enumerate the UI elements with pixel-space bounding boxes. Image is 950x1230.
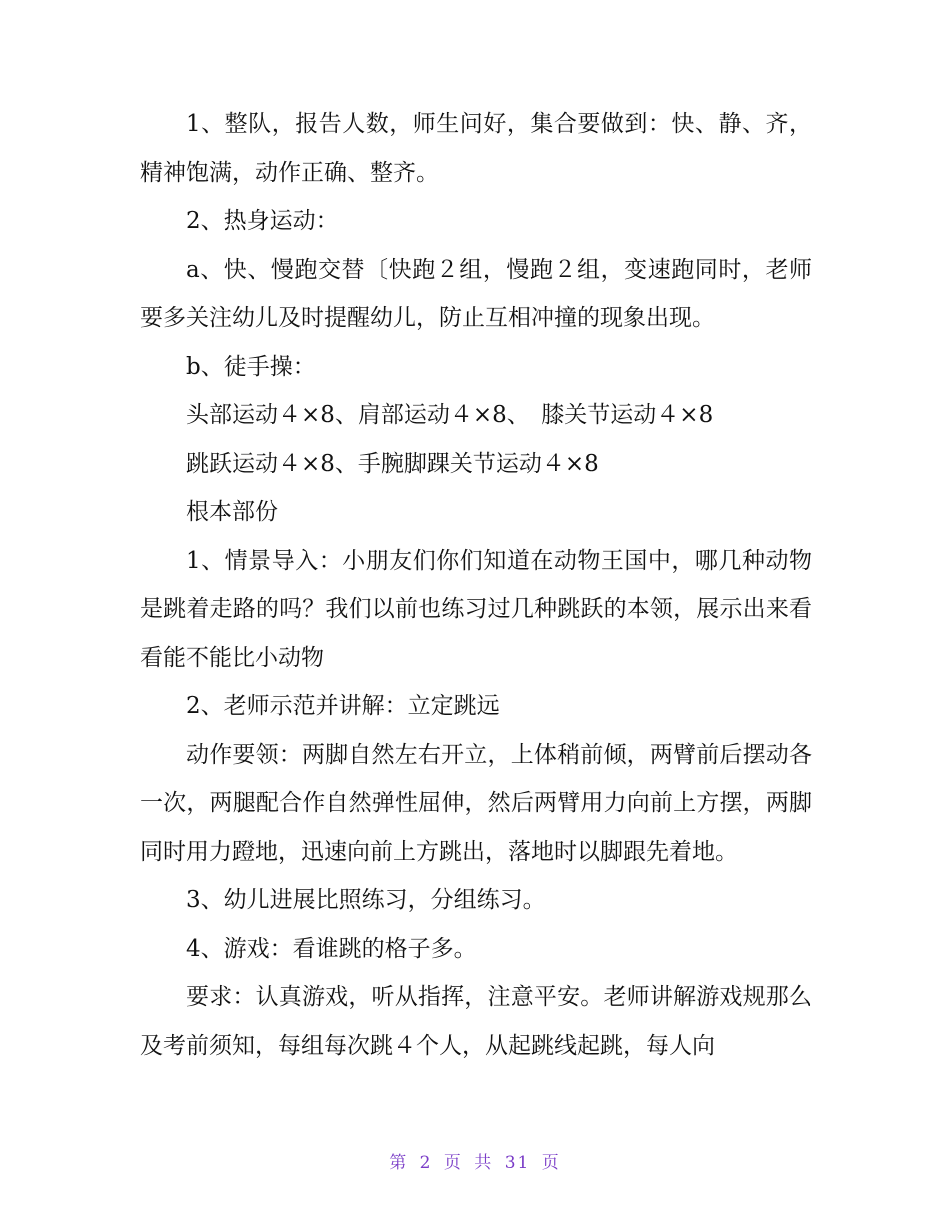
paragraph-2: 2、热身运动： xyxy=(186,208,339,234)
paragraph-11: 3、幼儿进展比照练习，分组练习。 xyxy=(186,887,546,913)
section-heading: 根本部份 xyxy=(186,499,278,525)
page-number-footer: 第 2 页 共 31 页 xyxy=(389,1153,561,1173)
paragraph-4: b、徒手操： xyxy=(186,353,316,380)
paragraph-5: 头部运动４×8、肩部运动４×8、 膝关节运动４×8 xyxy=(186,402,714,428)
document-body xyxy=(140,100,812,1070)
paragraph-10: 动作要领：两脚自然左右开立，上体稍前倾，两臂前后摆动各一次，两腿配合作自然弹性屈伸，然后两臂用力向前上方摆，两脚同时用力蹬地，迅速向前上方跳出，落地时以脚跟先着地。 xyxy=(140,741,812,865)
paragraph-12: 4、游戏：看谁跳的格子多。 xyxy=(186,935,477,962)
paragraph-9: 2、老师示范并讲解：立定跳远 xyxy=(186,693,500,719)
paragraph-3: a、快、慢跑交替〔快跑２组，慢跑２组，变速跑同时，老师要多关注幼儿及时提醒幼儿，防止互相冲撞的现象出现。 xyxy=(140,256,812,331)
paragraph-1: 1、整队，报告人数，师生问好，集合要做到：快、静、齐，精神饱满，动作正确、整齐。 xyxy=(140,111,812,186)
paragraph-6: 跳跃运动４×8、手腕脚踝关节运动４×8 xyxy=(186,450,599,477)
paragraph-8: 1、情景导入：小朋友们你们知道在动物王国中，哪几种动物是跳着走路的吗？我们以前也练习过几种跳跃的本领，展示出来看看能不能比小动物 xyxy=(140,547,812,671)
paragraph-13: 要求：认真游戏，听从指挥，注意平安。老师讲解游戏规那么及考前须知，每组每次跳４个人，从起跳线起跳，每人向 xyxy=(140,984,812,1059)
